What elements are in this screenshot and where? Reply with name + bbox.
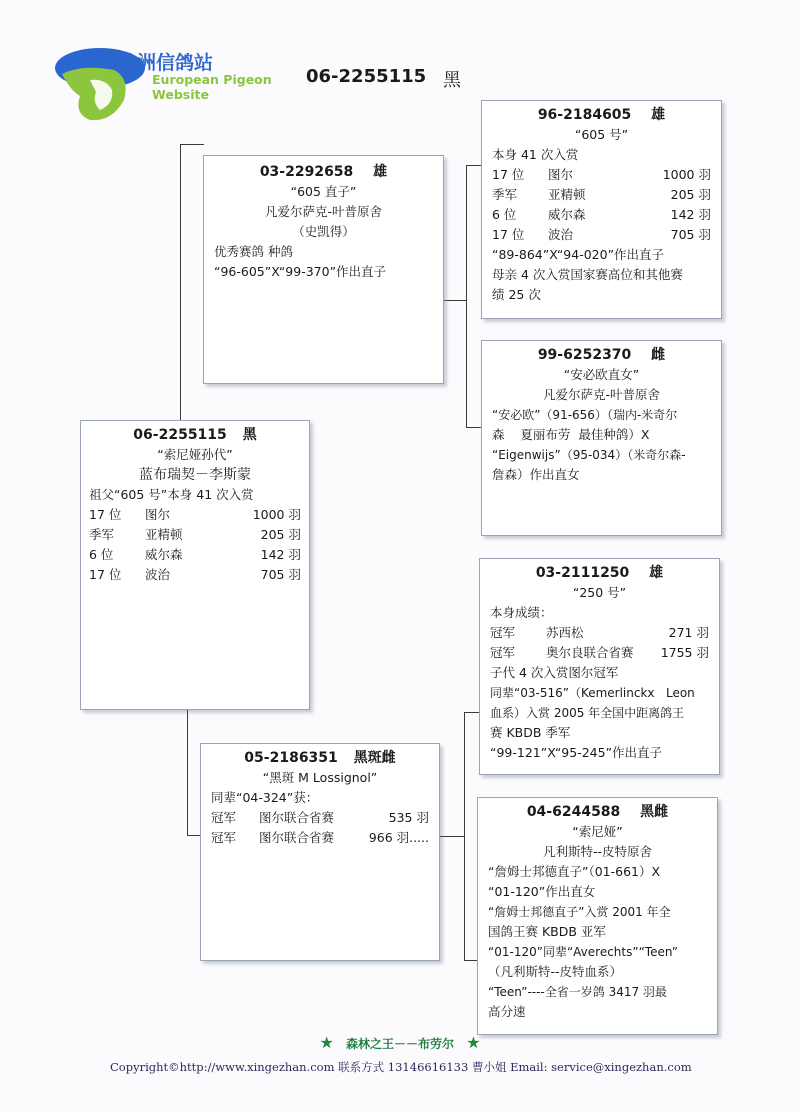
result-row (89, 525, 301, 545)
dam-ring: 05-2186351 (244, 750, 338, 766)
subject-ring: 06-2255115 (133, 427, 227, 443)
sire-card (203, 155, 444, 384)
dam-card (200, 743, 440, 961)
result-location: 威尔森 (548, 207, 586, 222)
sire-dam-line: 森 夏丽布劳 最佳种鸽）X (492, 427, 650, 442)
dam-dam-line: 高分速 (488, 1004, 526, 1019)
result-row (492, 185, 711, 205)
dam-sire-sex: 雄 (649, 565, 664, 581)
star-icon: ★ (466, 1033, 481, 1052)
result-location: 奥尔良联合省赛 (546, 645, 634, 660)
footer-copyright: Copyright©http://www.xingezhan.com 联系方式 13146616133 曹小姐 Email: service@xingezhan.com (110, 1060, 692, 1074)
logo-english-line1: European Pigeon (152, 72, 272, 87)
sire-dam-line: “Eigenwijs”（95-034）（米奇尔森- (492, 448, 686, 462)
result-count: 142 羽 (670, 207, 711, 222)
result-row (89, 565, 301, 585)
result-count: 705 羽 (260, 567, 301, 582)
dam-sire-card (479, 558, 720, 775)
dam-dam-line: “01-120”同辈“Averechts”“Teen” (488, 945, 679, 959)
dam-dam-ring: 04-6244588 (526, 804, 621, 820)
result-location: 图尔联合省赛 (259, 830, 335, 845)
result-position: 季军 (492, 187, 518, 202)
logo-english-line2: Website (152, 87, 209, 102)
sire-sire-note: 本身 41 次入赏 (492, 147, 579, 162)
dam-dam-line: “詹姆士邦德直子”入赏 2001 年全 (488, 905, 671, 919)
connector-line (440, 836, 464, 837)
result-row (492, 225, 711, 245)
result-location: 波治 (145, 567, 171, 582)
logo (52, 44, 282, 126)
dam-dam-line: （凡利斯特--皮特血系） (488, 964, 623, 979)
sire-sire-sex: 雄 (651, 107, 666, 123)
dam-sire-ring: 03-2111250 (535, 565, 630, 581)
header-color: 黑 (443, 70, 461, 91)
result-row (89, 545, 301, 565)
result-row (492, 165, 711, 185)
result-position: 17 位 (492, 227, 525, 242)
dam-sire-line: “99-121”X“95-245”作出直子 (490, 745, 663, 760)
sire-breeder: 凡爱尔萨克-叶普原舍 (264, 204, 382, 219)
dam-sire-line: 子代 4 次入赏图尔冠军 (490, 665, 619, 680)
result-row (492, 205, 711, 225)
result-count: 205 羽 (670, 187, 711, 202)
subject-color: 黑 (242, 427, 257, 443)
result-location: 亚精顿 (145, 527, 183, 542)
connector-line (187, 710, 188, 836)
result-count: 535 羽 (388, 810, 429, 825)
result-count: 271 羽 (668, 625, 709, 640)
footer-motto-text: 森林之王－－布劳尔 (345, 1037, 454, 1051)
subject-card (80, 420, 310, 710)
sire-sire-card (481, 100, 722, 319)
sire-dam-ring: 99-6252370 (537, 347, 632, 363)
connector-line (466, 165, 482, 166)
dam-dam-line: “Teen”----全省一岁鸽 3417 羽最 (488, 985, 667, 999)
result-location: 图尔 (548, 167, 574, 182)
result-row (89, 505, 301, 525)
connector-line (466, 427, 482, 428)
connector-line (464, 712, 480, 713)
connector-line (180, 144, 181, 420)
result-count: 1000 羽 (252, 507, 301, 522)
result-position: 17 位 (89, 567, 122, 582)
sire-dam-name: “安必欧直女” (563, 367, 640, 382)
result-location: 图尔联合省赛 (259, 810, 335, 825)
result-count: 966 羽..... (368, 830, 429, 845)
result-count: 1755 羽 (660, 645, 709, 660)
dam-sire-line: 同辈“03-516”（Kemerlinckx Leon (490, 686, 695, 700)
sire-dam-line: “安必欧”（91-656）（瑞内-米奇尔 (492, 408, 678, 422)
sire-sire-line: 绩 25 次 (492, 287, 541, 302)
dam-dam-breeder: 凡利斯特--皮特原舍 (542, 844, 653, 859)
result-location: 图尔 (145, 507, 171, 522)
subject-breeder: 蓝布瑞契－李斯蒙 (139, 467, 251, 483)
result-count: 1000 羽 (662, 167, 711, 182)
sire-dam-card (481, 340, 722, 536)
dam-dam-line: “詹姆士邦德直子”（01-661）X (488, 864, 661, 879)
result-position: 冠军 (490, 625, 516, 640)
dam-dam-line: “01-120”作出直女 (488, 884, 596, 899)
dam-name: “黑斑 M Lossignol” (262, 770, 378, 785)
connector-line (444, 300, 466, 301)
dam-sire-note: 本身成绩： (490, 605, 553, 620)
result-row (211, 828, 429, 848)
result-location: 苏西松 (546, 625, 584, 640)
result-position: 冠军 (490, 645, 516, 660)
sire-breeder-alt: （史凯得） (292, 224, 355, 239)
star-icon: ★ (319, 1033, 334, 1052)
dam-dam-name: “索尼娅” (572, 824, 623, 839)
sire-dam-sex: 雌 (651, 347, 666, 363)
sire-line: “96-605”X“99-370”作出直子 (214, 264, 387, 279)
result-position: 6 位 (89, 547, 114, 562)
subject-name: “索尼娅孙代” (157, 447, 233, 462)
sire-line: 优秀赛鸽 种鸽 (214, 244, 293, 259)
dam-sire-name: “250 号” (572, 585, 627, 600)
result-row (490, 623, 709, 643)
result-row (211, 808, 429, 828)
result-position: 17 位 (89, 507, 122, 522)
result-position: 6 位 (492, 207, 517, 222)
logo-chinese-name: 欧洲信鸽站 (118, 52, 214, 74)
connector-line (180, 144, 204, 145)
connector-line (464, 712, 465, 960)
dam-dam-sex: 黑雌 (640, 804, 669, 820)
result-count: 705 羽 (670, 227, 711, 242)
result-row (490, 643, 709, 663)
dam-dam-card (477, 797, 718, 1035)
result-location: 波治 (548, 227, 574, 242)
sire-name: “605 直子” (290, 184, 357, 199)
dam-note: 同辈“04-324”获： (211, 790, 319, 805)
dam-sire-line: 赛 KBDB 季军 (490, 725, 571, 740)
result-count: 142 羽 (260, 547, 301, 562)
sire-sire-ring: 96-2184605 (537, 107, 632, 123)
sire-sire-line: 母亲 4 次入赏国家赛高位和其他赛 (492, 267, 683, 282)
result-count: 205 羽 (260, 527, 301, 542)
result-position: 季军 (89, 527, 115, 542)
sire-sex: 雄 (373, 164, 388, 180)
result-location: 威尔森 (145, 547, 183, 562)
sire-sire-line: “89-864”X“94-020”作出直子 (492, 247, 665, 262)
result-position: 冠军 (211, 810, 237, 825)
sire-dam-line: 詹森）作出直女 (492, 467, 580, 482)
footer-motto (0, 1033, 800, 1052)
dam-sire-line: 血系）入赏 2005 年全国中距离鸽王 (490, 706, 685, 720)
sire-ring: 03-2292658 (259, 164, 354, 180)
subject-note: 祖父“605 号”本身 41 次入赏 (89, 487, 254, 502)
connector-line (466, 165, 467, 427)
result-position: 17 位 (492, 167, 525, 182)
dam-sex: 黑斑雌 (353, 750, 396, 766)
result-location: 亚精顿 (548, 187, 586, 202)
result-position: 冠军 (211, 830, 237, 845)
sire-sire-name: “605 号” (574, 127, 629, 142)
header-ring-number: 06-2255115 (306, 66, 427, 87)
sire-dam-breeder: 凡爱尔萨克-叶普原舍 (542, 387, 660, 402)
dam-dam-line: 国鸽王赛 KBDB 亚军 (488, 924, 606, 939)
